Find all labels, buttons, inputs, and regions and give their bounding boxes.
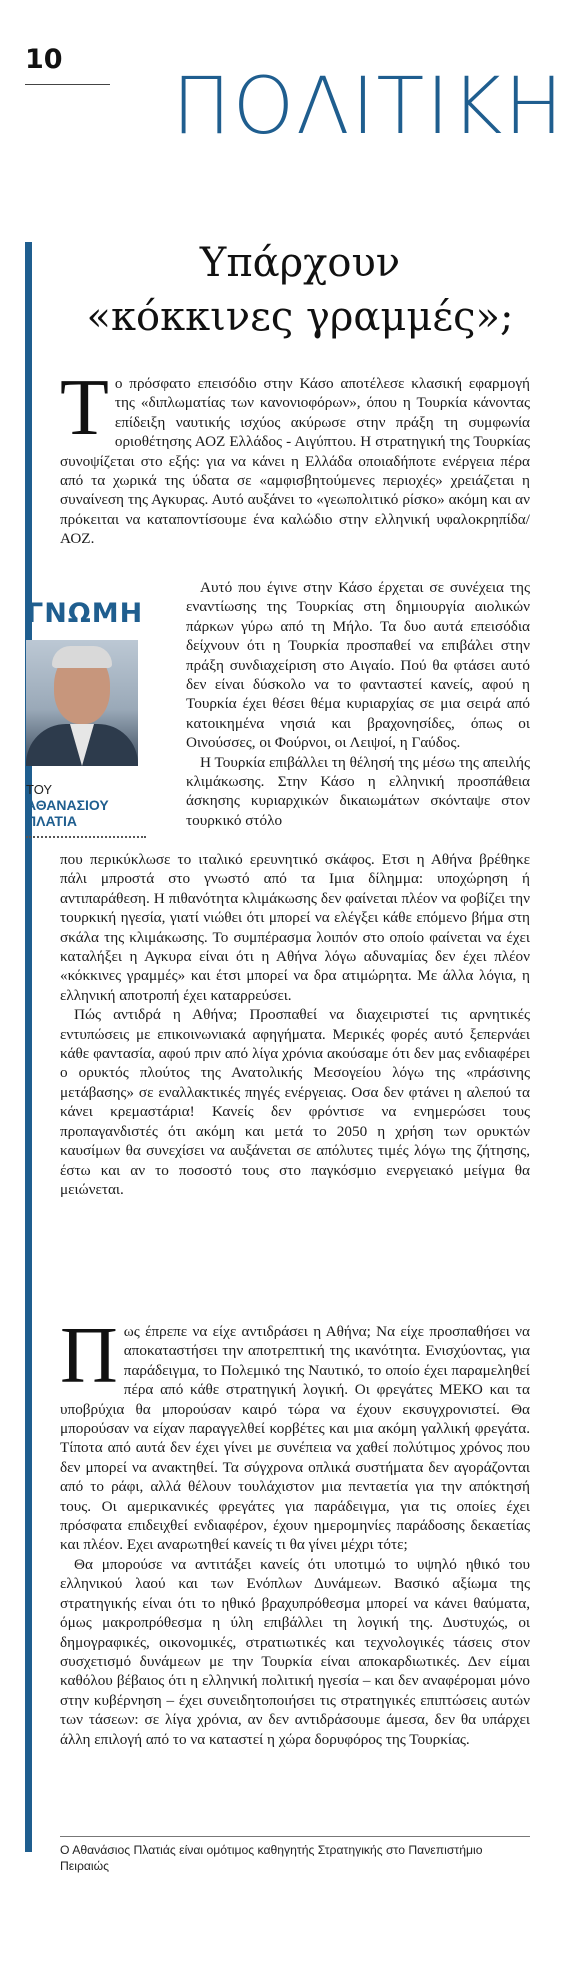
author-footnote: Ο Αθανάσιος Πλατιάς είναι ομότιμος καθηγητής Στρατηγικής στο Πανεπιστήμιο Πειραιώς: [60, 1843, 483, 1873]
article-intro: [60, 364, 530, 549]
paragraph-3-start: Η Τουρκία επιβάλλει τη θέλησή της μέσω της απειλής κλιμάκωσης. Στην Κάσο η ελληνική προσπάθεια άσκησης κυριαρχικών δικαιωμάτων σκόνταψε στον τουρκικό στόλο: [186, 753, 530, 829]
article-narrow-column: [186, 578, 530, 830]
page-number-rule: [25, 84, 110, 85]
paragraph-1: [60, 364, 530, 549]
paragraph-5-text: ως έπρεπε να είχε αντιδράσει η Αθήνα; Να είχε προσπαθήσει να αποκαταστήσει την αποτρεπτική της ικανότητα. Ενισχύοντας, για παράδειγμα, το Πολεμικό της Ναυτικό, το οποίο έχει παραμεληθεί πέρα από κάθε στρατηγική λογική. Οι φρεγάτες ΜΕΚΟ και τα υποβρύχια θα μπορούσαν καιρό τώρα να έχουν εκσυγχρονιστεί. Θα μπορούσαν να είχαν παραγγελθεί κορβέτες και μια ακόμη γαλλική φρεγάτα. Τίποτα από αυτά δεν έχει γίνει με συνέπεια να χαθεί πολύτιμος χρόνος που δεν μπορεί να ανακτηθεί. Τα σύγχρονα οπλικά συστήματα δεν αγοράζονται από το ράφι, αλλά θέλουν τουλάχιστον μια πενταετία για την απόκτησή τους. Οι αμερικανικές φρεγάτες για παράδειγμα, για τις οποίες έχει πρόσφατα επιδειχθεί ενδιαφέρον, έχουν ημερομηνίες παράδοσης δεκαετίας και πλέον. Εχει αναρωτηθεί κανείς τι θα γίνει μέχρι τότε;: [60, 1323, 530, 1554]
headline-line-2: «κόκκινες γραμμές»;: [86, 294, 514, 340]
author-prefix: ΤΟΥ: [26, 782, 53, 797]
paragraph-5: [60, 1312, 530, 1555]
headline: [60, 236, 540, 344]
paragraph-2: Αυτό που έγινε στην Κάσο έρχεται σε συνέχεια της εναντίωσης της Τουρκίας στη δημιουργία αιολικών πάρκων γύρω από τη Μήλο. Τα δυο αυτά επεισόδια δείχνουν ότι η Τουρκία προσπαθεί να επιβάλει στην πράξη συνδιαχείριση στο Αιγαίο. Πού θα φτάσει αυτό δεν είναι δύσκολο να το φανταστεί κανείς, αφού η Τουρκία έχει θέσει θέμα κυριαρχίας σε μια σειρά από κατοικημένα νησιά και βραχονησίδες, όπως οι Οινούσσες, οι Φούρνοι, οι Λειψοί, η Γαύδος.: [186, 579, 530, 752]
section-title: ΠΟΛΙΤΙΚΗ: [172, 62, 565, 152]
footnote-rule: [60, 1836, 530, 1837]
paragraph-1-text: ο πρόσφατο επεισόδιο στην Κάσο αποτέλεσε κλασική εφαρμογή της «διπλωματίας των κανονιοφόρων», όπου η Τουρκία κάνοντας επίδειξη ναυτικής ισχύος ακύρωσε στην πράξη τη συμφωνία οριοθέτησης ΑΟΖ Ελλάδος - Αιγύπτου. Η στρατηγική της Τουρκίας συνοψίζεται στο εξής: για να κάνει η Ελλάδα οποιαδήποτε ενέργεια πέρα από τα χωρικά της ύδατα σε «αμφισβητούμενες περιοχές» χρειάζεται η συναίνεση της Αγκυρας. Αυτό αυξάνει το «γεωπολιτικό ρίσκο» ακόμη και αν πρόκειται να καταποντίσουμε ένα καλώδιο στην ελληνική υφαλοκρηπίδα/ ΑΟΖ.: [60, 375, 530, 548]
author-photo: [26, 640, 138, 766]
article-main-column: [60, 850, 530, 1199]
paragraph-4: Πώς αντιδρά η Αθήνα; Προσπαθεί να διαχειριστεί τις αρνητικές εντυπώσεις με επικοινωνιακά αφηγήματα. Μερικές φορές αυτό ξεπερνάει κάθε φαντασία, αφού πριν από λίγα χρόνια ακούσαμε ότι δεν μας ενδιαφέρει ο ορυκτός πλούτος της Ανατολικής Μεσογείου λόγω της «πράσινης μετάβασης» σε εναλλακτικές πηγές ενέργειας. Οσα δεν φτάνει η αλεπού τα κάνει κρεμαστάρια! Κανείς δεν φρόντισε να ενημερώσει τους προπαγανδιστές ότι ακόμη και μετά το 2050 η χρήση των ορυκτών καυσίμων θα συνεχίσει να αυξάνεται σε απόλυτες τιμές λόγω της ζήτησης, έστω και αν το ποσοστό τους στο παγκόσμιο ενεργειακό μείγμα θα μειώνεται.: [60, 1006, 530, 1198]
left-accent-bar-lower: [25, 1602, 32, 1852]
dropcap-p: Π: [60, 1312, 118, 1400]
paragraph-3-cont: που περικύκλωσε το ιταλικό ερευνητικό σκάφος. Ετσι η Αθήνα βρέθηκε πάλι μπροστά στο γνωστό από τα Ιμια δίλημμα: υποχώρηση ή αντιπαράθεση. Η πιθανότητα κλιμάκωσης δεν φαίνεται πλέον να φοβίζει την τουρκική ηγεσία, γιατί νιώθει ότι μπορεί να ελέγξει κάθε επόμενο βήμα στη σκάλα της κλιμάκωσης. Το συμπέρασμα λοιπόν στο οποίο φαίνεται να έχει καταλήξει η Αγκυρα είναι ότι η Αθήνα λόγω αδυναμίας δεν έχει πλέον «κόκκινες γραμμές» και έτσι μπορεί να δρα ατιμώρητα. Με άλλα λόγια, η ελληνική αποτροπή έχει καταρρεύσει.: [60, 851, 530, 1004]
dropcap-t: Τ: [60, 364, 109, 452]
author-divider: [26, 836, 146, 838]
article-second-section: [60, 1312, 530, 1749]
paragraph-6: Θα μπορούσε να αντιτάξει κανείς ότι υποτιμώ το υψηλό ηθικό του ελληνικού λαού και των Ενόπλων Δυνάμεων. Βασικό αξίωμα της στρατηγικής είναι ότι το ηθικό βραχυπρόθεσμα μπορεί να κάνει θαύματα, όμως μακροπρόθεσμα η ύλη επιβάλλει τη λογική της. Δυστυχώς, οι δημογραφικές, οικονομικές, στρατιωτικές και τεχνολογικές τάσεις στον συσχετισμό δυνάμεων με την Τουρκία είναι αποκαρδιωτικές. Δεν είμαι καθόλου βέβαιος ότι η ελληνική πολιτική ηγεσία – και δεν αναφέρομαι μόνο στην κυβέρνηση – έχει συνειδητοποιήσει τις στρατηγικές επιπτώσεις αυτών των τάσεων: σε λίγα χρόνια, αν δεν αντιδράσουμε άμεσα, δεν θα υπάρχει άλλη επιλογή από το να καταστεί η χώρα δορυφόρος της Τουρκίας.: [60, 1555, 530, 1748]
opinion-label: ΓΝΩΜΗ: [26, 598, 144, 629]
headline-line-1: Υπάρχουν: [199, 240, 401, 286]
author-name: ΑΘΑΝΑΣΙΟΥ ΠΛΑΤΙΑ: [26, 797, 109, 829]
left-accent-bar: [25, 242, 32, 1602]
page-number: 10: [25, 44, 63, 75]
